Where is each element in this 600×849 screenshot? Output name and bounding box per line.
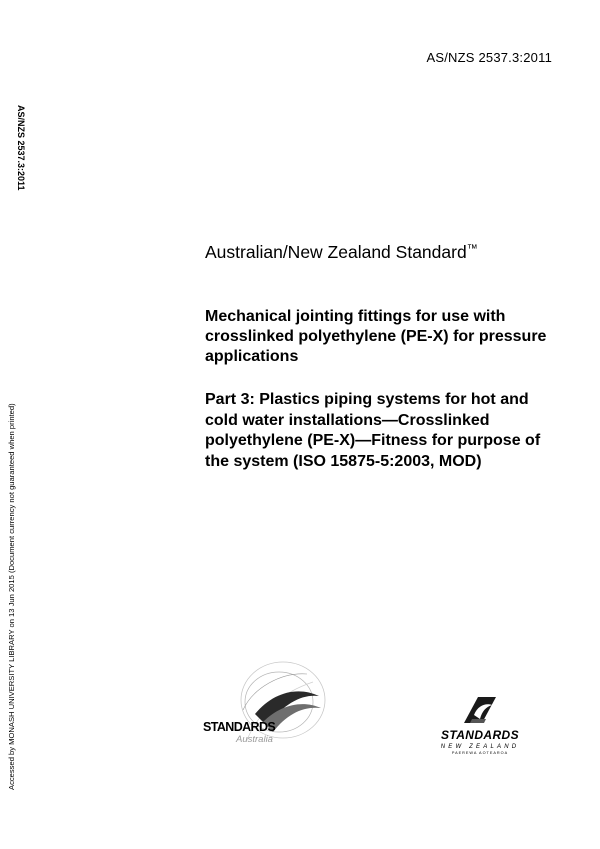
document-code: AS/NZS 2537.3:2011 xyxy=(426,50,552,65)
access-note: Accessed by MONASH UNIVERSITY LIBRARY on 13 Jun 2015 (Document currency not guaranteed when printed) xyxy=(7,403,16,790)
standards-nz-maori: PAEREWA AOTEAROA xyxy=(451,751,509,755)
trademark-symbol: ™ xyxy=(466,243,478,255)
spine-document-code: AS/NZS 2537.3:2011 xyxy=(16,105,26,191)
standards-australia-subtitle: Australia xyxy=(236,734,273,745)
standards-australia-name: STANDARDS xyxy=(203,720,276,734)
main-title: Mechanical jointing fittings for use with crosslinked polyethylene (PE-X) for pressure applications xyxy=(205,308,547,365)
part-title: Part 3: Plastics piping systems for hot and cold water installations—Crosslinked polyethylene (PE-X)—Fitness for purpose of the system (ISO 15875-5:2003, MOD) xyxy=(205,391,541,470)
standards-australia-logo xyxy=(203,652,333,752)
standards-nz-emblem-icon xyxy=(460,693,500,727)
standard-title-text: Australian/New Zealand Standard xyxy=(205,242,467,262)
standards-nz-name: STANDARDS xyxy=(440,728,520,742)
standard-title xyxy=(205,242,478,263)
standards-nz-country: NEW ZEALAND xyxy=(440,744,520,750)
standards-new-zealand-logo xyxy=(425,693,535,763)
